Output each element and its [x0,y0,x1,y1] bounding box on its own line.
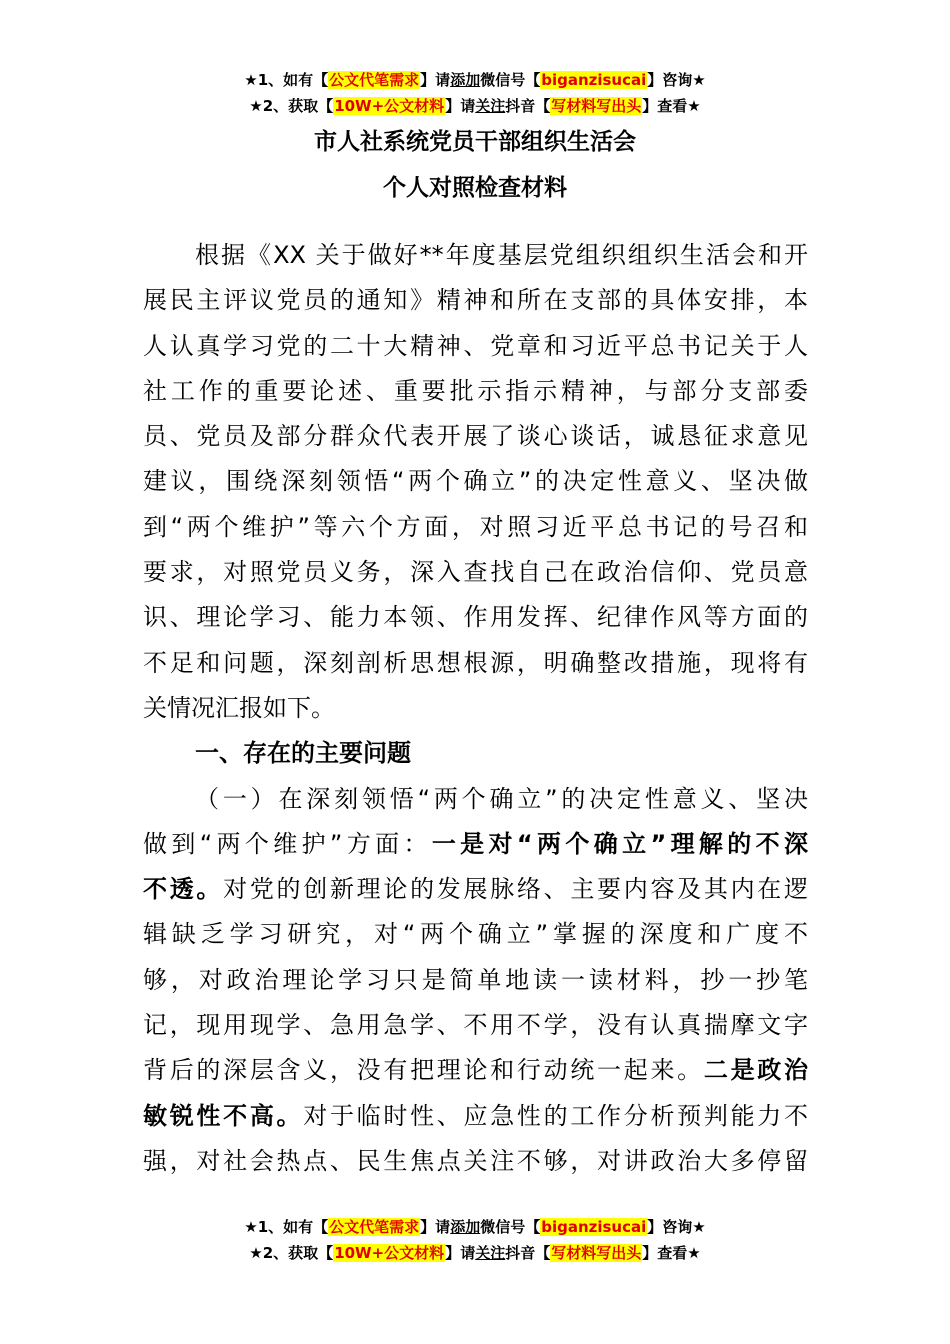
banner-highlight: 写材料写出头 [551,97,642,115]
banner-text: 】请 [420,1218,451,1236]
banner-highlight: 10W+公文材料 [334,1244,445,1262]
body-line: 记，现用现学、急用急学、不用不学，没有认真揣摩文字 [143,1011,808,1040]
banner-text: ★1、如有【 [244,1218,329,1236]
body-line [143,867,808,912]
banner-text: 】请 [445,1244,476,1262]
banner-highlight: biganzisucai [541,71,647,89]
body-line: 根据《XX 关于做好**年度基层党组织组织生活会和开 [195,241,808,269]
banner-underline: 关注 [475,1244,506,1262]
banner-line-1 [0,67,950,93]
body-bold-text: 一是对“两个确立”理解的不深 [431,829,808,858]
body-line: 要求，对照党员义务，深入查找自己在政治信仰、党员意 [143,558,808,587]
banner-line-2 [0,1240,950,1266]
body-text: 对于临时性、应急性的工作分析预判能力不 [303,1101,808,1130]
section-heading: 一、存在的主要问题 [195,739,411,768]
banner-text: 】咨询★ [647,1218,706,1236]
top-banner [0,67,950,119]
document-body [143,233,808,1184]
document-title: 市人社系统党员干部组织生活会 [314,129,636,155]
body-text: 做到“两个维护”方面： [143,829,432,858]
banner-line-1 [0,1214,950,1240]
body-text: 背后的深层含义，没有把理论和行动统一起来。 [143,1056,704,1085]
banner-text: 微信号【 [480,1218,541,1236]
bottom-banner [0,1214,950,1266]
body-bold-text: 敏锐性不高。 [143,1101,304,1130]
body-line: 社工作的重要论述、重要批示指示精神，与部分支部委 [143,376,808,405]
banner-underline: 关注 [475,97,506,115]
body-line [143,1094,808,1139]
body-line: 建议，围绕深刻领悟“两个确立”的决定性意义、坚决做 [143,467,808,496]
banner-text: 抖音【 [505,1244,551,1262]
banner-highlight: biganzisucai [541,1218,647,1236]
document-subtitle: 个人对照检查材料 [383,175,567,201]
banner-text: 】查看★ [642,97,701,115]
body-line: 辑缺乏学习研究，对“两个确立”掌握的深度和广度不 [143,920,808,949]
banner-highlight: 公文代笔需求 [329,71,420,89]
body-line: 员、党员及部分群众代表开展了谈心谈话，诚恳征求意见 [143,422,808,451]
banner-text: 】请 [445,97,476,115]
body-line: 人认真学习党的二十大精神、党章和习近平总书记关于人 [143,331,808,360]
banner-text: ★2、获取【 [249,1244,334,1262]
body-bold-text: 不透。 [143,875,224,904]
body-line [143,1048,808,1093]
banner-underline: 添加 [450,1218,481,1236]
body-line: 到“两个维护”等六个方面，对照习近平总书记的号召和 [143,512,808,541]
body-line: （一）在深刻领悟“两个确立”的决定性意义、坚决 [195,784,808,813]
body-line: 不足和问题，深刻剖析思想根源，明确整改措施，现将有 [143,648,808,677]
banner-text: ★2、获取【 [249,97,334,115]
banner-underline: 添加 [450,71,481,89]
banner-text: ★1、如有【 [244,71,329,89]
banner-text: 】咨询★ [647,71,706,89]
body-line: 强，对社会热点、民生焦点关注不够，对讲政治大多停留 [143,1146,808,1175]
banner-highlight: 写材料写出头 [551,1244,642,1262]
banner-text: 】查看★ [642,1244,701,1262]
banner-text: 抖音【 [505,97,551,115]
body-bold-text: 二是政治 [703,1056,808,1085]
banner-text: 微信号【 [480,71,541,89]
body-line: 关情况汇报如下。 [143,693,335,722]
body-line: 够，对政治理论学习只是简单地读一读材料，抄一抄笔 [143,965,808,994]
body-line: 展民主评议党员的通知》精神和所在支部的具体安排，本 [143,286,808,315]
body-text: 对党的创新理论的发展脉络、主要内容及其内在逻 [223,875,808,904]
banner-highlight: 10W+公文材料 [334,97,445,115]
banner-text: 】请 [420,71,451,89]
banner-line-2 [0,93,950,119]
body-line: 识、理论学习、能力本领、作用发挥、纪律作风等方面的 [143,603,808,632]
banner-highlight: 公文代笔需求 [329,1218,420,1236]
body-line [143,822,808,867]
